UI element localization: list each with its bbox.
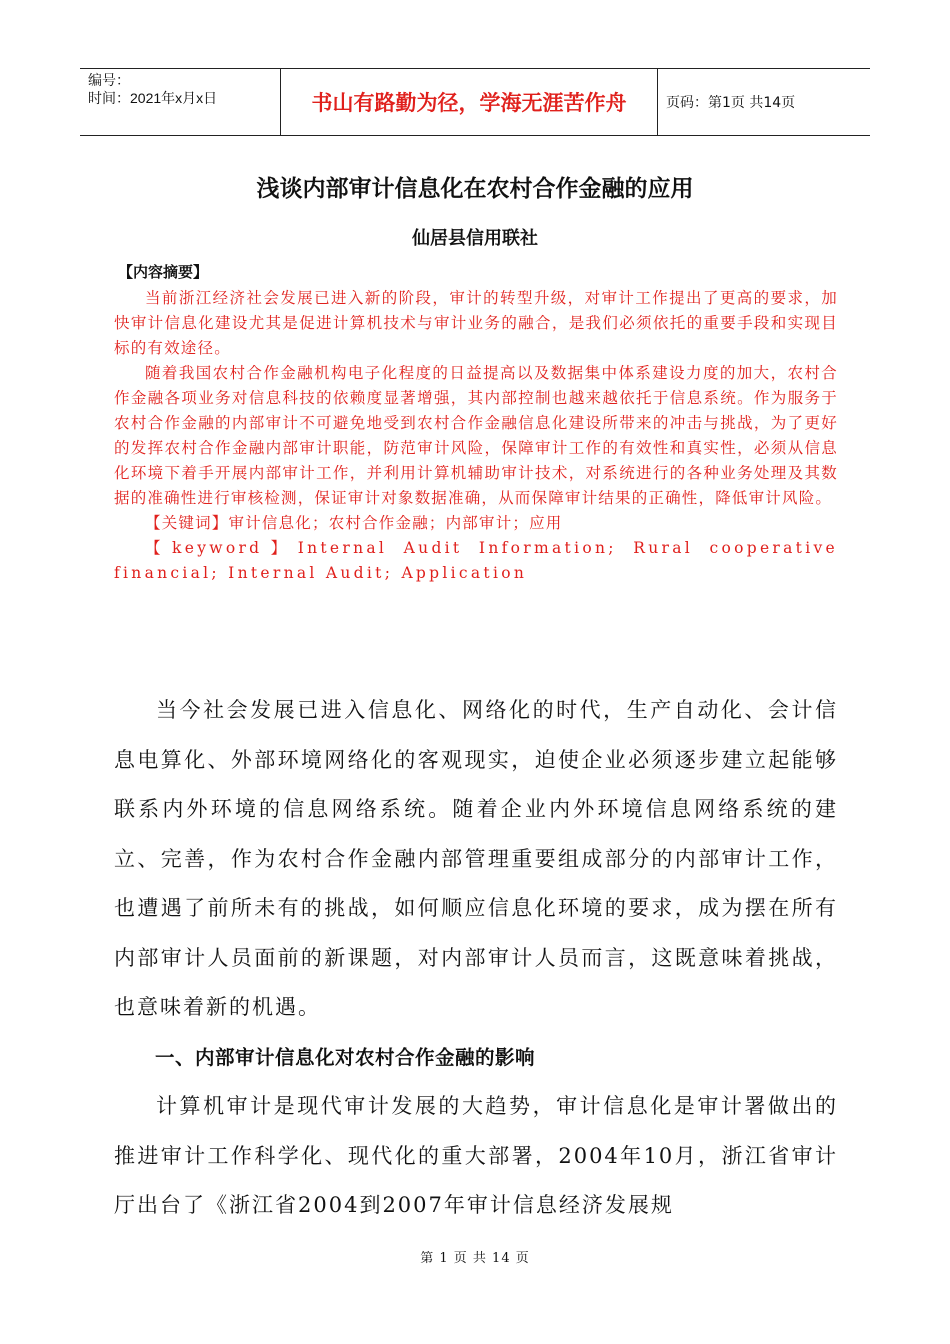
document-author: 仙居县信用联社 (412, 228, 538, 249)
keywords-chinese: 【关键词】审计信息化；农村合作金融；内部审计；应用 (145, 514, 563, 532)
header-motto: 书山有路勤为径，学海无涯苦作舟 (281, 69, 658, 135)
document-title: 浅谈内部审计信息化在农村合作金融的应用 (256, 176, 694, 202)
document-date-label: 时间：2021年x月x日 (88, 90, 218, 106)
body-paragraph: 当今社会发展已进入信息化、网络化的时代，生产自动化、会计信息电算化、外部环境网络化的客观现实，迫使企业必须逐步建立起能够联系内外环境的信息网络系统。随着企业内外环境信息网络系统的建立、完善，作为农村合作金融内部管理重要组成部分的内部审计工作，也遭遇了前所未有的挑战，如何顺应信息化环境的要求，成为摆在所有内部审计人员面前的新课题，对内部审计人员而言，这既意味着挑战，也意味着新的机遇。 (114, 698, 838, 1019)
document-number-label: 编号： (88, 72, 130, 88)
page-header-table (80, 68, 870, 136)
abstract-heading: 【内容摘要】 (118, 263, 209, 281)
section-heading: 一、内部审计信息化对农村合作金融的影响 (154, 1045, 535, 1069)
abstract-section (114, 286, 838, 586)
page-footer: 第 1 页 共 14 页 (420, 1251, 530, 1266)
body-text (114, 686, 838, 1231)
abstract-paragraph: 当前浙江经济社会发展已进入新的阶段，审计的转型升级，对审计工作提出了更高的要求，加快审计信息化建设尤其是促进计算机技术与审计业务的融合，是我们必须依托的重要手段和实现目标的有效途径。 (114, 289, 838, 357)
abstract-paragraph: 随着我国农村合作金融机构电子化程度的日益提高以及数据集中体系建设力度的加大，农村合作金融各项业务对信息科技的依赖度显著增强，其内部控制也越来越依托于信息系统。作为服务于农村合作金融的内部审计不可避免地受到农村合作金融信息化建设所带来的冲击与挑战，为了更好的发挥农村合作金融内部审计职能，防范审计风险，保障审计工作的有效性和真实性，必须从信息化环境下着手开展内部审计工作，并利用计算机辅助审计技术，对系统进行的各种业务处理及其数据的准确性进行审核检测，保证审计对象数据准确，从而保障审计结果的正确性，降低审计风险。 (114, 364, 838, 507)
keywords-english: 【keyword】Internal Audit Information; Rural cooperative financial; Internal Audit; Application (114, 539, 838, 582)
header-meta-cell (80, 69, 281, 135)
body-paragraph: 计算机审计是现代审计发展的大趋势，审计信息化是审计署做出的推进审计工作科学化、现代化的重大部署，2004年10月，浙江省审计厅出台了《浙江省2004到2007年审计信息经济发展规 (114, 1094, 838, 1217)
header-page-info: 页码：第1页 共14页 (666, 95, 796, 111)
